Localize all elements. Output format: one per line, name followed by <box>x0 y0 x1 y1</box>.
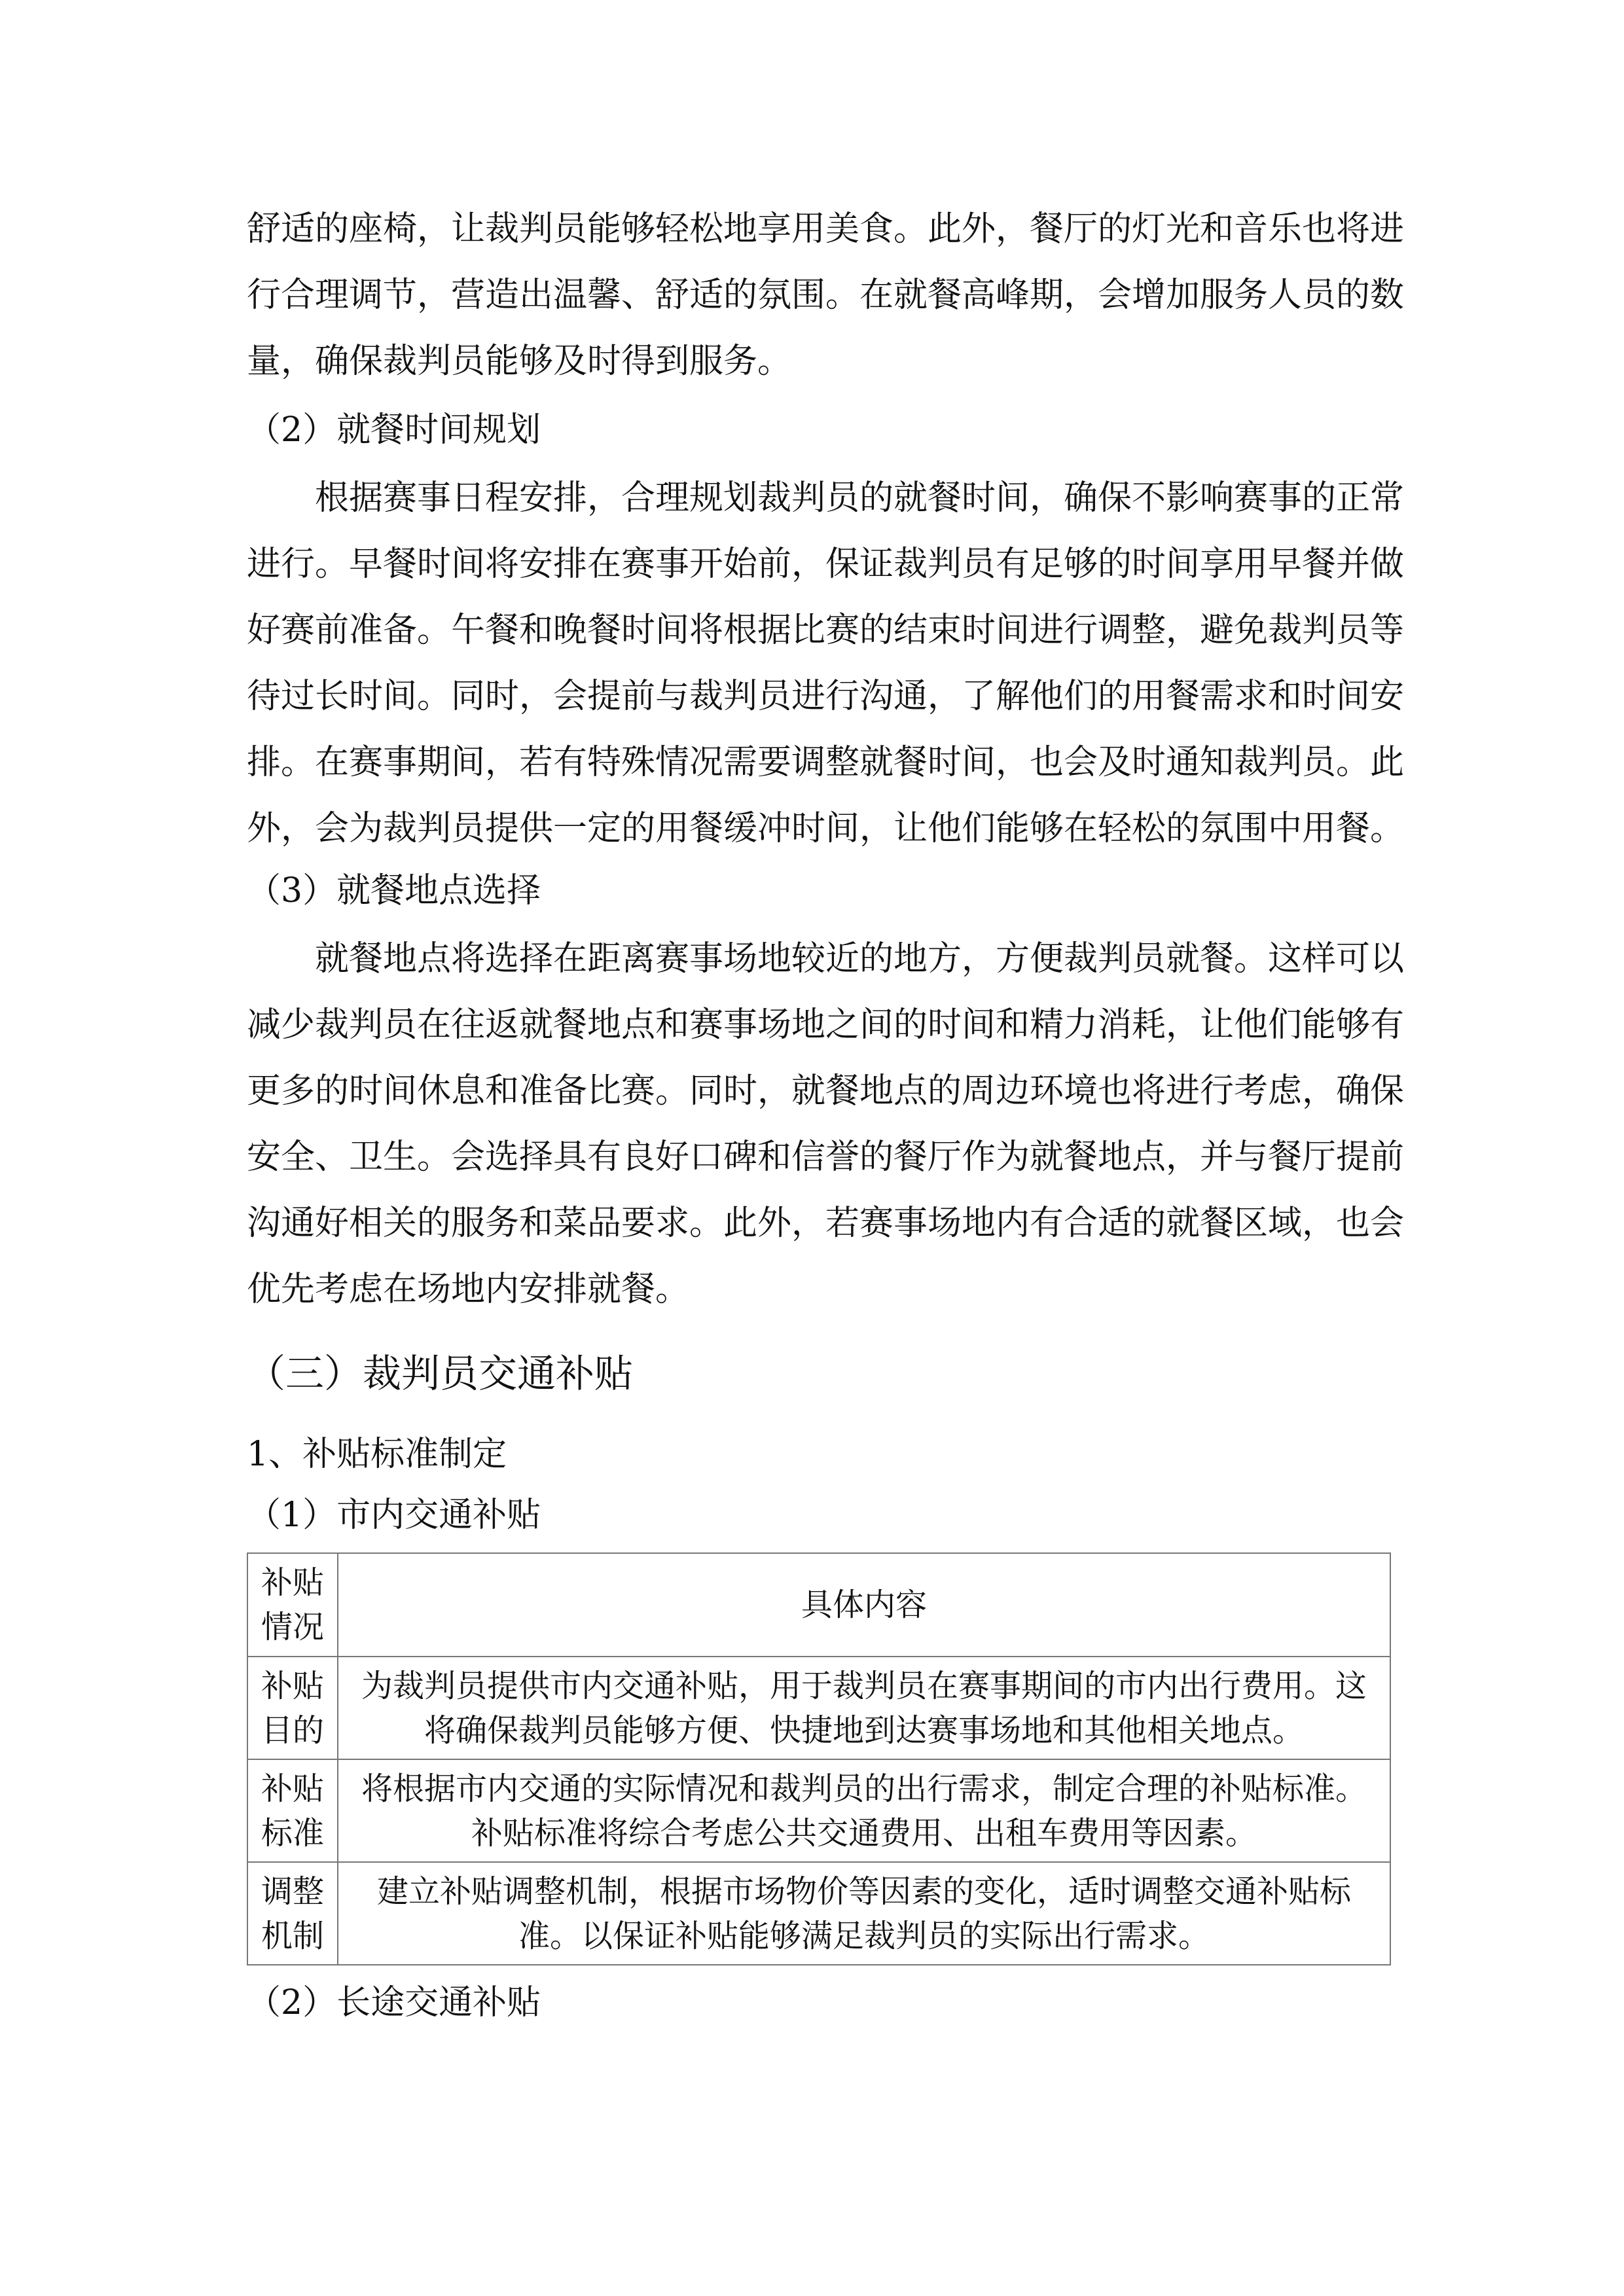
header-cell: 具体内容 <box>338 1553 1390 1657</box>
text-line: 优先考虑在场地内安排就餐。 <box>247 1270 690 1309</box>
header-cell: 补贴情况 <box>247 1553 338 1657</box>
row-label: 补贴目的 <box>247 1657 338 1759</box>
text-line: 行合理调节，营造出温馨、舒适的氛围。在就餐高峰期，会增加服务人员的数 <box>247 276 1405 315</box>
table-header-row <box>247 1553 1390 1657</box>
city-transport-subsidy-table <box>247 1552 1391 1965</box>
text-line: 外，会为裁判员提供一定的用餐缓冲时间，让他们能够在轻松的氛围中用餐。 <box>247 809 1405 848</box>
text-line: 进行。早餐时间将安排在赛事开始前，保证裁判员有足够的时间享用早餐并做 <box>247 545 1405 584</box>
paragraph-dining-environment <box>247 196 1405 395</box>
text-line: 排。在赛事期间，若有特殊情况需要调整就餐时间，也会及时通知裁判员。此 <box>247 743 1405 782</box>
text-line: 减少裁判员在往返就餐地点和赛事场地之间的时间和精力消耗，让他们能够有 <box>247 1005 1405 1045</box>
text-line: 舒适的座椅，让裁判员能够轻松地享用美食。此外，餐厅的灯光和音乐也将进 <box>247 209 1405 249</box>
heading-long-distance-transport: （2）长途交通补贴 <box>247 1983 541 2022</box>
paragraph-dining-time <box>247 465 1405 862</box>
table-row <box>247 1759 1390 1862</box>
section-title: （三）裁判员交通补贴 <box>247 1351 634 1396</box>
subsection-title: 1、补贴标准制定 <box>247 1435 507 1474</box>
text-line: 待过长时间。同时，会提前与裁判员进行沟通，了解他们的用餐需求和时间安 <box>247 677 1405 716</box>
text-line: 更多的时间休息和准备比赛。同时，就餐地点的周边环境也将进行考虑，确保 <box>247 1071 1405 1111</box>
row-content: 建立补贴调整机制，根据市场物价等因素的变化，适时调整交通补贴标准。以保证补贴能够满足裁判员的实际出行需求。 <box>338 1862 1390 1965</box>
text-line: 安全、卫生。会选择具有良好口碑和信誉的餐厅作为就餐地点，并与餐厅提前 <box>247 1138 1405 1177</box>
text-line: 就餐地点将选择在距离赛事场地较近的地方，方便裁判员就餐。这样可以 <box>315 939 1405 978</box>
row-label: 调整机制 <box>247 1862 338 1965</box>
row-content: 为裁判员提供市内交通补贴，用于裁判员在赛事期间的市内出行费用。这将确保裁判员能够方便、快捷地到达赛事场地和其他相关地点。 <box>338 1657 1390 1759</box>
heading-dining-time: （2）就餐时间规划 <box>247 410 541 450</box>
paragraph-dining-place <box>247 926 1405 1323</box>
text-line: 好赛前准备。午餐和晚餐时间将根据比赛的结束时间进行调整，避免裁判员等 <box>247 611 1405 650</box>
table-row <box>247 1862 1390 1965</box>
row-content: 将根据市内交通的实际情况和裁判员的出行需求，制定合理的补贴标准。补贴标准将综合考虑公共交通费用、出租车费用等因素。 <box>338 1759 1390 1862</box>
heading-dining-place: （3）就餐地点选择 <box>247 871 541 910</box>
text-line: 量，确保裁判员能够及时得到服务。 <box>247 342 792 381</box>
text-line: 沟通好相关的服务和菜品要求。此外，若赛事场地内有合适的就餐区域，也会 <box>247 1204 1405 1243</box>
row-label: 补贴标准 <box>247 1759 338 1862</box>
table-row <box>247 1657 1390 1759</box>
text-line: 根据赛事日程安排，合理规划裁判员的就餐时间，确保不影响赛事的正常 <box>315 478 1405 518</box>
heading-city-transport: （1）市内交通补贴 <box>247 1496 541 1535</box>
